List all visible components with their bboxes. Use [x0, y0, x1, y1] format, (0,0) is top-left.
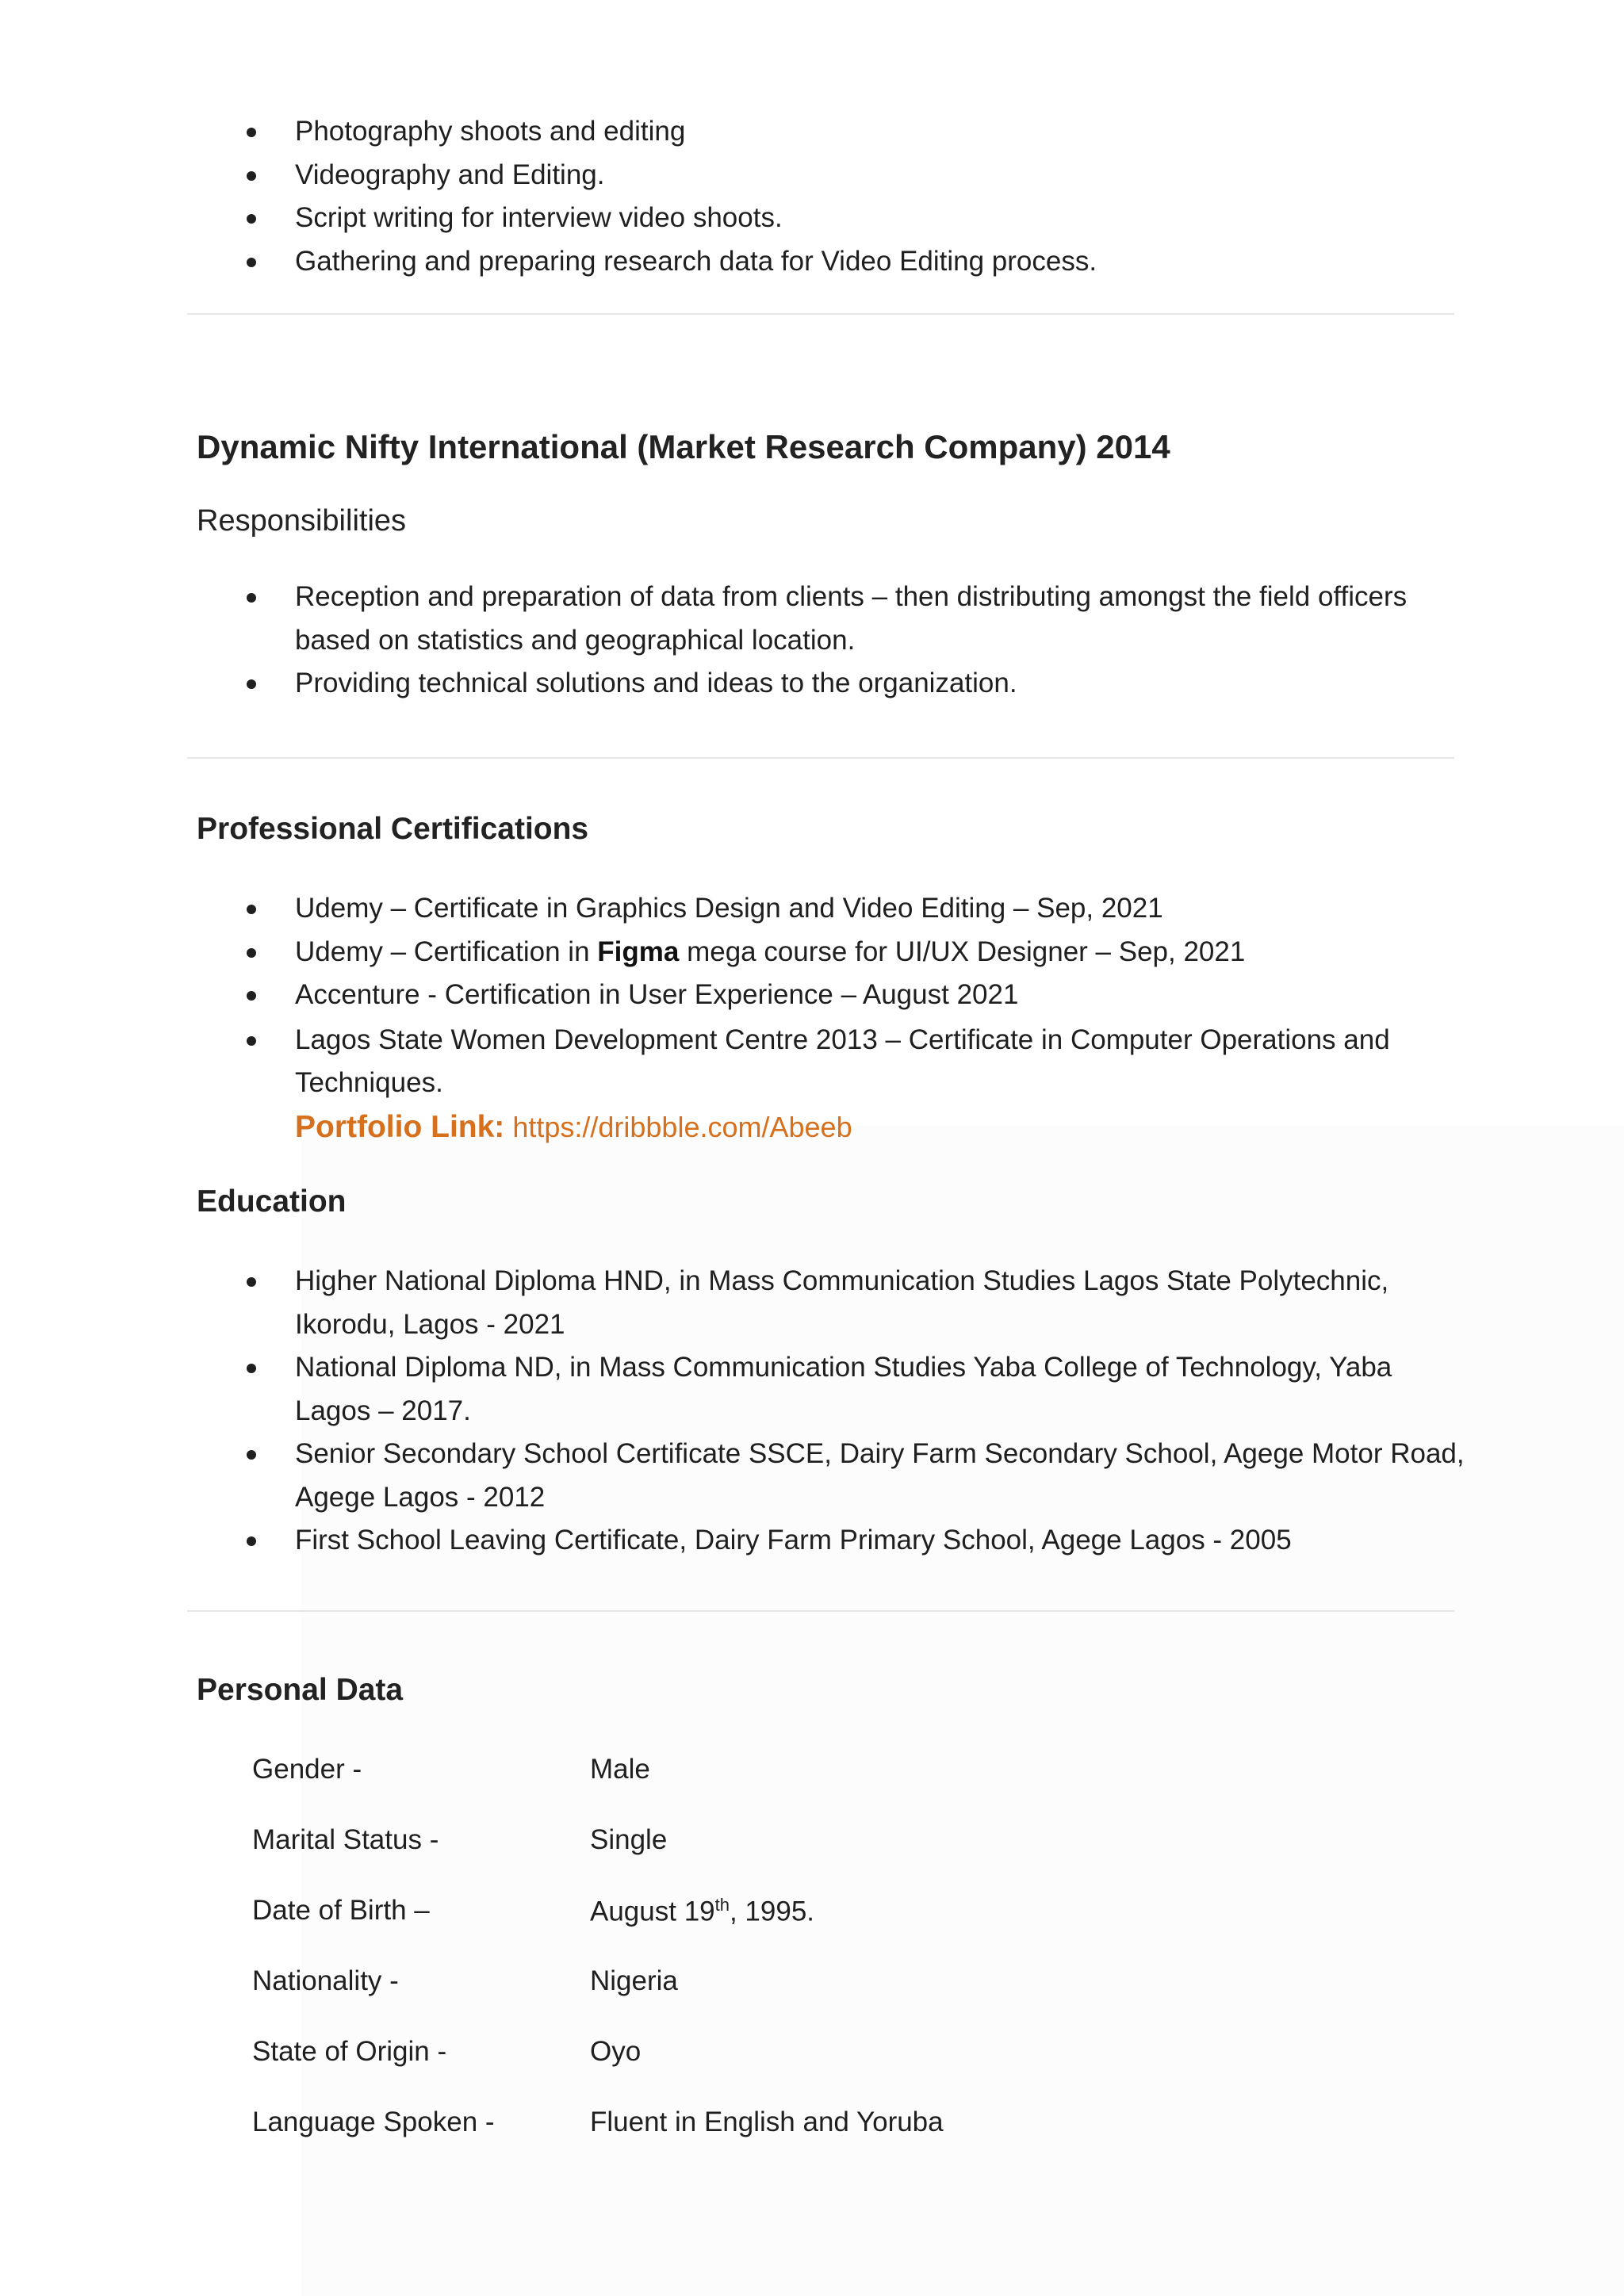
section-divider — [187, 1610, 1454, 1612]
certifications-heading: Professional Certifications — [197, 812, 589, 846]
list-item: First School Leaving Certificate, Dairy Farm Primary School, Agege Lagos - 2005 — [0, 1519, 1624, 1563]
bullet-icon — [247, 1364, 256, 1373]
list-item: Videography and Editing. — [0, 154, 1624, 197]
personal-heading: Personal Data — [197, 1673, 404, 1707]
responsibilities-label: Responsibilities — [197, 504, 407, 538]
job-responsibility-list — [0, 576, 1624, 706]
education-heading: Education — [197, 1184, 347, 1219]
list-item: Reception and preparation of data from clients – then distributing amongst the field officers based on statistics and geographical location. — [0, 576, 1624, 662]
document-page: Photography shoots and editing Videography and Editing. Script writing for interview video shoots. Gathering and preparing research data for Video Editing process. Dynamic Nifty International (Market Research Company) 2014 Responsibilities Reception and preparation of data from clients – then distributing amongst the field officers based on statistics and geographical location. Providing technical solutions and ideas to the organization. Professional Certifications Udemy – Certificate in Graphics Design and Video Editing – Sep, 2021 Udemy – Certification in Figma mega course for UI/UX Designer – Sep, 2021 Accenture - Certification in User Experience – August 2021 Lagos State Women Development Centre 2013 – Certificate in Computer Operations and Techniques. Portfolio Link: https://dribbble.com/Abeeb Education Higher National Diploma HND, in Mass Communication Studies Lagos State Polytechnic, Ikorodu, Lagos - 2021 National Diploma ND, in Mass Communication Studies Yaba College of Technology, Yaba Lagos – 2017. Senior Secondary School Certificate SSCE, Dairy Farm Secondary School, Agege Motor Road, Agege Lagos - 2012 First School Leaving Certificate, Dairy Farm Primary School, Agege Lagos - 2005 Personal Data Gender - Male Marital Status - Single Date of Birth – August 19th, 1995. Nationality - Nigeria State of Origin - Oyo Language Spoken - Fluent in English and Yoruba — [0, 0, 1624, 2296]
bullet-icon — [247, 1536, 256, 1546]
bullet-icon — [247, 991, 256, 1001]
bullet-icon — [247, 948, 256, 958]
education-list — [0, 1260, 1624, 1563]
list-item: Providing technical solutions and ideas to the organization. — [0, 662, 1624, 706]
certifications-list — [0, 887, 1624, 1105]
list-item: Higher National Diploma HND, in Mass Communication Studies Lagos State Polytechnic, Ikorodu, Lagos - 2021 — [0, 1260, 1624, 1346]
list-item: Senior Secondary School Certificate SSCE, Dairy Farm Secondary School, Agege Motor Road, Agege Lagos - 2012 — [0, 1433, 1624, 1519]
list-item: Accenture - Certification in User Experience – August 2021 — [0, 974, 1624, 1017]
list-item: Udemy – Certification in Figma mega course for UI/UX Designer – Sep, 2021 — [0, 931, 1624, 974]
bullet-icon — [247, 1277, 256, 1287]
list-item: Lagos State Women Development Centre 2013 – Certificate in Computer Operations and Techniques. — [0, 1019, 1624, 1105]
bullet-icon — [247, 1036, 256, 1046]
top-responsibility-list — [0, 110, 1624, 283]
section-divider — [187, 313, 1454, 315]
bullet-icon — [247, 593, 256, 603]
bullet-icon — [247, 128, 256, 137]
list-item: Udemy – Certificate in Graphics Design and Video Editing – Sep, 2021 — [0, 887, 1624, 931]
bullet-icon — [247, 258, 256, 267]
bullet-icon — [247, 905, 256, 914]
job-heading: Dynamic Nifty International (Market Research Company) 2014 — [197, 428, 1170, 465]
bullet-icon — [247, 679, 256, 689]
bullet-icon — [247, 214, 256, 224]
list-item: Gathering and preparing research data for Video Editing process. — [0, 240, 1624, 284]
portfolio-link[interactable]: https://dribbble.com/Abeeb — [512, 1111, 852, 1143]
portfolio-label: Portfolio Link: — [295, 1110, 505, 1144]
section-divider — [187, 757, 1454, 759]
figma-bold: Figma — [597, 936, 680, 967]
list-item: National Diploma ND, in Mass Communication Studies Yaba College of Technology, Yaba Lagos – 2017. — [0, 1346, 1624, 1433]
list-item: Script writing for interview video shoots. — [0, 197, 1624, 240]
portfolio-line — [295, 1110, 852, 1145]
bullet-icon — [247, 171, 256, 181]
list-item: Photography shoots and editing — [0, 110, 1624, 154]
bullet-icon — [247, 1450, 256, 1460]
